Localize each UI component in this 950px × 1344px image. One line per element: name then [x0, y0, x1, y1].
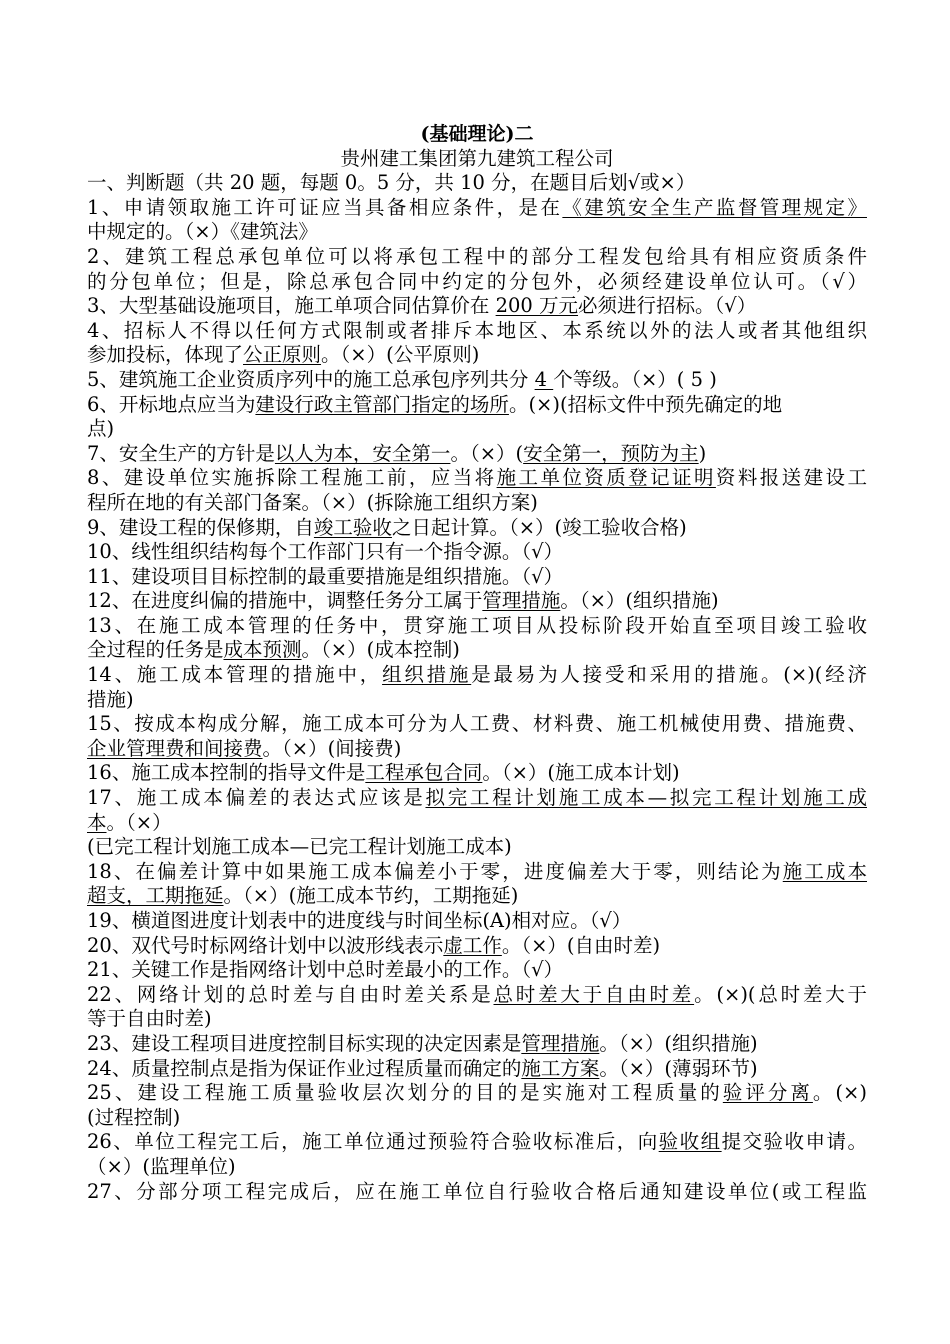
underlined-term: 施工方案	[521, 1056, 600, 1080]
line-text: 13、在施工成本管理的任务中，贯穿施工项目从投标阶段开始直至项目竣工验收	[87, 613, 867, 637]
question-line-q13a	[87, 614, 867, 639]
underlined-term: 虚工作	[443, 933, 502, 957]
line-text: 15、按成本构成分解，施工成本可分为人工费、材料费、施工机械使用费、措施费、	[87, 712, 867, 736]
line-text: 参加投标，体现了	[87, 343, 244, 367]
question-line-q10	[87, 540, 867, 565]
line-text: 18、在偏差计算中如果施工成本偏差小于零，进度偏差大于零，则结论为	[87, 859, 783, 883]
underlined-term: 工程承包合同	[365, 761, 483, 785]
document-subtitle: 贵州建工集团第九建筑工程公司	[340, 146, 614, 170]
underlined-term: 管理措施	[521, 1031, 600, 1055]
line-text: 之日起计算。（×）(竣工验收合格)	[391, 515, 687, 539]
question-line-q18a	[87, 860, 867, 885]
line-text: 19、横道图进度计划表中的进度线与时间坐标(A)相对应。（√）	[87, 909, 632, 932]
question-line-q4b	[87, 343, 867, 368]
line-text: 5、建筑施工企业资质序列中的施工总承包序列共分	[87, 367, 535, 391]
question-line-q19	[87, 909, 867, 934]
underlined-term: 200 万元	[495, 294, 579, 318]
line-text: 必须进行招标。（√）	[578, 294, 757, 318]
document-title: (基础理论)二	[420, 123, 534, 145]
line-text: 。（×）(组织措施)	[560, 589, 719, 613]
line-text: 7、安全生产的方针是	[87, 441, 275, 465]
underlined-term: 4	[534, 367, 554, 391]
question-line-q17c	[87, 835, 867, 860]
line-text: 提交验收申请。	[721, 1130, 867, 1154]
question-line-q22a	[87, 983, 867, 1008]
question-line-q15a	[87, 712, 867, 737]
line-text: 9、建设工程的保修期，自	[87, 515, 314, 539]
question-line-q2b	[87, 270, 867, 295]
line-text: 22、网络计划的总时差与自由时差关系是	[87, 982, 494, 1006]
question-line-q16	[87, 761, 867, 786]
question-line-q1a	[87, 196, 867, 221]
line-text: 8、建设单位实施拆除工程施工前，应当将	[87, 466, 497, 490]
question-line-q20	[87, 934, 867, 959]
question-line-q8a	[87, 466, 867, 491]
line-text: 27、分部分项工程完成后，应在施工单位自行验收合格后通知建设单位(或工程监	[87, 1179, 867, 1203]
line-text: 2、建筑工程总承包单位可以将承包工程中的部分工程发包给具有相应资质条件	[87, 244, 867, 268]
question-line-q13b	[87, 638, 867, 663]
question-line-q23	[87, 1032, 867, 1057]
question-line-q5	[87, 368, 867, 393]
document-body	[87, 122, 867, 1204]
question-line-q2a	[87, 245, 867, 270]
underlined-term: 成本预测	[223, 638, 302, 662]
question-line-q21	[87, 958, 867, 983]
line-text: 。（×）(施工成本节约，工期拖延)	[223, 884, 519, 908]
question-line-q25b	[87, 1106, 867, 1131]
line-text: (过程控制)	[87, 1105, 181, 1129]
line-text: 。（×）(成本控制)	[301, 638, 460, 662]
line-text: 26、单位工程完工后，施工单位通过预验符合验收标准后，向	[87, 1130, 659, 1154]
line-text: 的分包单位；但是，除总承包合同中约定的分包外，必须经建设单位认可。（√）	[87, 269, 867, 293]
underlined-term: 管理措施	[482, 589, 561, 613]
underlined-term: 建设行政主管部门指定的场所	[255, 392, 509, 416]
line-text: 。（×）(组织措施)	[599, 1031, 758, 1055]
section-heading: 一、判断题（共 20 题，每题 0。5 分，共 10 分，在题目后划√或×）	[87, 171, 696, 195]
line-text: 。（×）(间接费)	[262, 736, 402, 760]
question-line-q9	[87, 516, 867, 541]
line-text: 。（×）(施工成本计划)	[482, 761, 680, 785]
question-line-q14a	[87, 663, 867, 688]
question-line-q15b	[87, 737, 867, 762]
line-text: 11、建设项目目标控制的最重要措施是组织措施。（√）	[87, 564, 563, 588]
line-text: 个等级。（×）( 5 )	[553, 367, 717, 391]
line-text: 。(×)(总时差大于	[694, 982, 867, 1006]
underlined-term: 公正原则	[243, 343, 322, 367]
underlined-term: 总时差大于自由时差	[493, 982, 695, 1006]
question-line-q17b	[87, 811, 867, 836]
line-text: 6、开标地点应当为	[87, 392, 256, 416]
line-text: 10、线性组织结构每个工作部门只有一个指令源。（√）	[87, 540, 563, 564]
question-line-q1b	[87, 220, 867, 245]
line-text: )	[698, 441, 707, 465]
line-text: 4、招标人不得以任何方式限制或者排斥本地区、本系统以外的法人或者其他组织	[87, 318, 867, 342]
line-text: 23、建设工程项目进度控制目标实现的决定因素是	[87, 1031, 522, 1055]
line-text: 12、在进度纠偏的措施中，调整任务分工属于	[87, 589, 483, 613]
underlined-term: 安全第一，预防为主	[523, 441, 699, 465]
question-line-q25a	[87, 1081, 867, 1106]
line-text: 24、质量控制点是指为保证作业过程质量而确定的	[87, 1056, 522, 1080]
line-text: 。（×）	[106, 810, 172, 834]
underlined-term: 验收组	[658, 1130, 722, 1154]
line-text: 。（×）(	[450, 441, 524, 465]
line-text: 1、申请领取施工许可证应当具备相应条件，是在	[87, 195, 563, 219]
line-text: 点)	[87, 417, 115, 441]
underlined-term: 超支，工期拖延	[87, 884, 224, 908]
question-line-q6a	[87, 393, 867, 418]
line-text: 程所在地的有关部门备案。（×）(拆除施工组织方案)	[87, 490, 538, 514]
line-text: 。（×）(自由时差)	[501, 933, 661, 957]
underlined-term: 拟完工程计划施工成本—拟完工程计划施工成	[425, 786, 867, 810]
question-line-q6b	[87, 417, 867, 442]
question-line-q3	[87, 294, 867, 319]
line-text: 。(×)(招标文件中预先确定的地	[508, 392, 783, 416]
question-line-q7	[87, 442, 867, 467]
line-text: 14、施工成本管理的措施中，	[87, 663, 383, 687]
underlined-term: 以人为本，安全第一	[274, 441, 451, 465]
underlined-term: 组织措施	[382, 663, 472, 687]
line-text: 是最易为人接受和采用的措施。(×)(经济	[471, 663, 867, 687]
line-text: 。（×）(薄弱环节)	[599, 1056, 758, 1080]
line-text: 16、施工成本控制的指导文件是	[87, 761, 366, 785]
underlined-term: 验评分离	[722, 1081, 813, 1105]
line-text: 全过程的任务是	[87, 638, 224, 662]
line-text: 中规定的。（×）《建筑法》	[87, 220, 318, 244]
question-line-q18b	[87, 884, 867, 909]
question-line-q26a	[87, 1130, 867, 1155]
line-text: 25、建设工程施工质量验收层次划分的目的是实施对工程质量的	[87, 1081, 723, 1105]
line-text: (已完工程计划施工成本—已完工程计划施工成本)	[87, 835, 512, 859]
question-line-q12	[87, 589, 867, 614]
line-text: 等于自由时差)	[87, 1007, 212, 1031]
line-text: 3、大型基础设施项目，施工单项合同估算价在	[87, 294, 496, 318]
line-text: 资料报送建设工	[715, 466, 867, 490]
line-text: 。(×)	[812, 1081, 867, 1105]
line-text: 21、关键工作是指网络计划中总时差最小的工作。（√）	[87, 958, 563, 982]
underlined-term: 本	[87, 810, 107, 834]
question-line-q8b	[87, 491, 867, 516]
line-text: 。（×）(公平原则)	[321, 343, 480, 367]
question-line-q22b	[87, 1007, 867, 1032]
question-line-q14b	[87, 688, 867, 713]
question-line-q11	[87, 565, 867, 590]
underlined-term: 施工成本	[782, 859, 867, 883]
question-list	[87, 196, 867, 1204]
line-text: 20、双代号时标网络计划中以波形线表示	[87, 933, 444, 957]
line-text: 17、施工成本偏差的表达式应该是	[87, 786, 426, 810]
underlined-term: 竣工验收	[313, 515, 392, 539]
question-line-q4a	[87, 319, 867, 344]
question-line-q24	[87, 1057, 867, 1082]
question-line-q26b	[87, 1155, 867, 1180]
question-line-q17a	[87, 786, 867, 811]
underlined-term: 《建筑安全生产监督管理规定》	[562, 195, 867, 219]
line-text: 措施)	[87, 687, 134, 711]
question-line-q27a	[87, 1180, 867, 1205]
line-text: （×）(监理单位)	[87, 1154, 236, 1178]
underlined-term: 施工单位资质登记证明	[496, 466, 716, 490]
underlined-term: 企业管理费和间接费	[87, 736, 263, 760]
